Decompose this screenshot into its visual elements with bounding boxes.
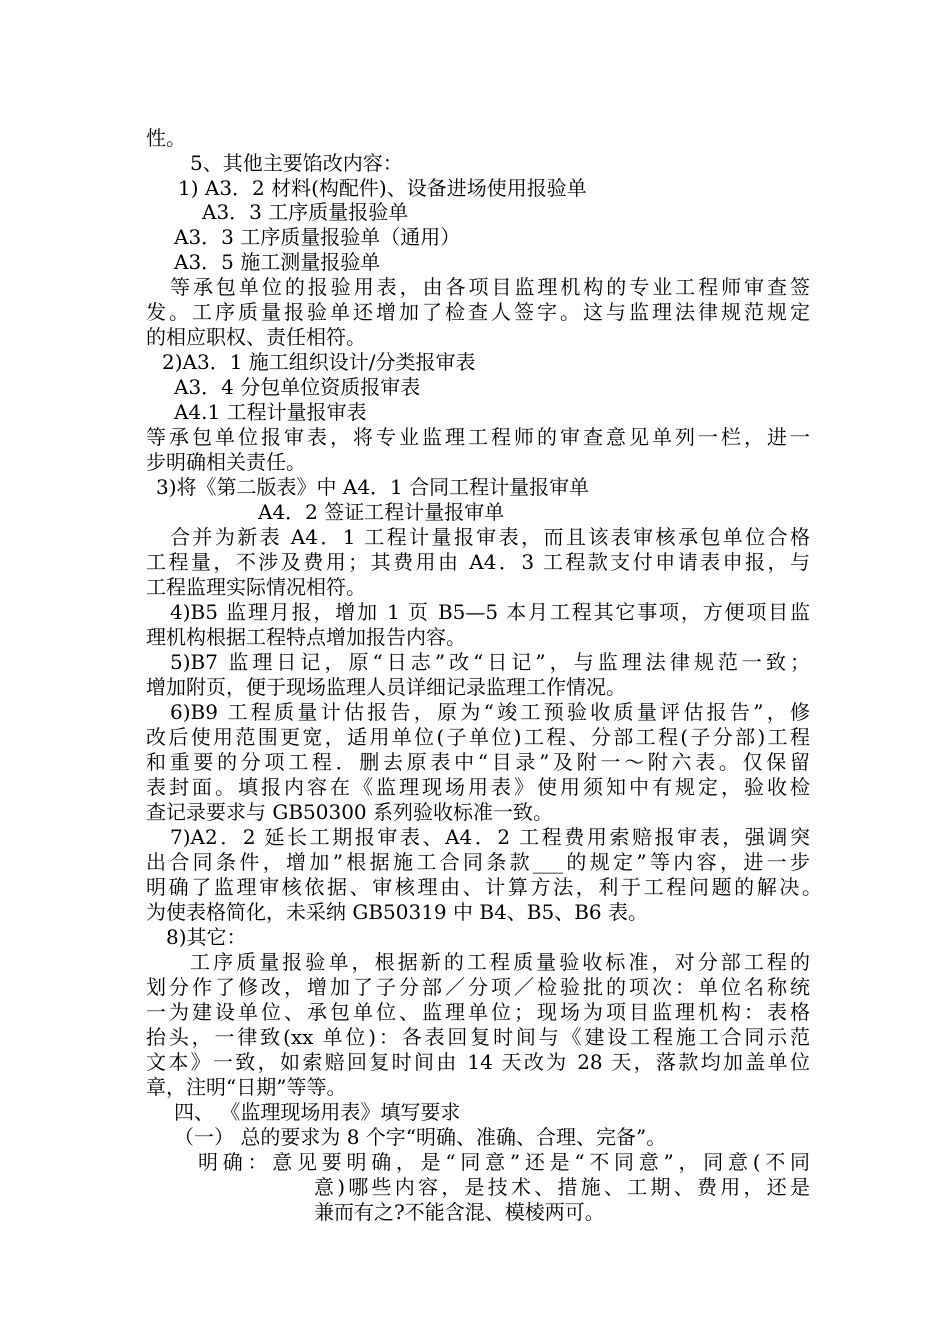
text-line: 等承包单位的报验用表，由各项目监理机构的专业工程师审查签: [170, 275, 810, 299]
text-line: （一） 总的要求为 8 个字“明确、准确、合理、完备”。: [174, 1125, 667, 1149]
text-line: A3．4 分包单位资质报审表: [174, 375, 421, 399]
text-line: 改后使用范围更宽，适用单位(子单位)工程、分部工程(子分部)工程: [146, 725, 810, 749]
text-line: 兼而有之?不能含混、模棱两可。: [314, 1200, 605, 1224]
text-line: 5、其他主要馅改内容：: [190, 151, 403, 175]
text-line: A4．2 签证工程计量报审单: [258, 500, 505, 524]
text-line: 等承包单位报审表，将专业监理工程师的审查意见单列一栏，进一: [146, 425, 810, 449]
text-line: 步明确相关责任。: [146, 450, 306, 474]
text-line: 和重要的分项工程．删去原表中“目录”及附一～附六表。仅保留: [146, 750, 810, 774]
text-line: 划分作了修改，增加了子分部／分项／检验批的项次：单位名称统: [146, 975, 810, 999]
text-line: 发。工序质量报验单还增加了检查人签字。这与监理法律规范规定: [146, 300, 810, 324]
text-line: 意)哪些内容，是技术、措施、工期、费用，还是: [314, 1175, 810, 1199]
text-line: 一为建设单位、承包单位、监理单位；现场为项目监理机构：表格: [146, 1000, 810, 1024]
text-line: A3．3 工序质量报验单: [202, 200, 409, 224]
text-line: 查记录要求与 GB50300 系列验收标准一致。: [146, 800, 554, 824]
text-line: 1) A3．2 材料(构配件)、设备进场使用报验单: [178, 176, 587, 200]
text-line: 工程量，不涉及费用；其费用由 A4．3 工程款支付申请表申报，与: [146, 550, 810, 574]
text-line: 合并为新表 A4．1 工程计量报审表，而且该表审核承包单位合格: [170, 525, 810, 549]
text-line: 性。: [146, 126, 186, 150]
text-line: A3．5 施工测量报验单: [174, 250, 381, 274]
text-line: 6)B9 工程质量计估报告，原为“竣工预验收质量评估报告”，修: [170, 700, 810, 724]
text-line: 2)A3．1 施工组织设计/分类报审表: [162, 350, 476, 374]
text-line: A3．3 工序质量报验单（通用）: [174, 225, 461, 249]
text-line: 工程监理实际情况相符。: [146, 575, 366, 599]
text-line: 明确了监理审核依据、审核理由、计算方法，利于工程问题的解决。: [146, 875, 822, 899]
text-line: 表封面。填报内容在《监理现场用表》使用须知中有规定，验收检: [146, 775, 810, 799]
text-line: 为使表格简化，未采纳 GB50319 中 B4、B5、B6 表。: [146, 900, 648, 924]
text-line: 8)其它：: [166, 925, 247, 949]
text-line: A4.1 工程计量报审表: [174, 400, 367, 424]
text-line: 工序质量报验单，根据新的工程质量验收标准，对分部工程的: [190, 950, 810, 974]
text-line: 章，注明“日期”等等。: [146, 1075, 347, 1099]
text-line: 5)B7 监理日记，原“日志”改“日记”，与监理法律规范一致；: [170, 650, 810, 674]
text-line: 文本》一致，如索赔回复时间由 14 天改为 28 天，落款均加盖单位: [146, 1050, 810, 1074]
text-line: 3)将《第二版表》中 A4．1 合同工程计量报审单: [156, 475, 590, 499]
text-line: 明确：意见要明确，是“同意”还是“不同意”，同意(不同: [198, 1150, 810, 1174]
section-heading: 四、 《监理现场用表》填写要求: [174, 1100, 461, 1124]
text-line: 7)A2．2 延长工期报审表、A4．2 工程费用索赔报审表，强调突: [170, 825, 810, 849]
text-line: 抬头，一律致(xx 单位)：各表回复时间与《建设工程施工合同示范: [146, 1025, 810, 1049]
text-line: 理机构根据工程特点增加报告内容。: [146, 625, 466, 649]
text-line: 的相应职权、责任相符。: [146, 325, 366, 349]
text-line: 增加附页，便于现场监理人员详细记录监理工作情况。: [146, 675, 626, 699]
text-line: 出合同条件，增加”根据施工合同条款___的规定”等内容，进一步: [146, 850, 810, 874]
text-line: 4)B5 监理月报，增加 1 页 B5—5 本月工程其它事项，方便项目监: [170, 600, 810, 624]
